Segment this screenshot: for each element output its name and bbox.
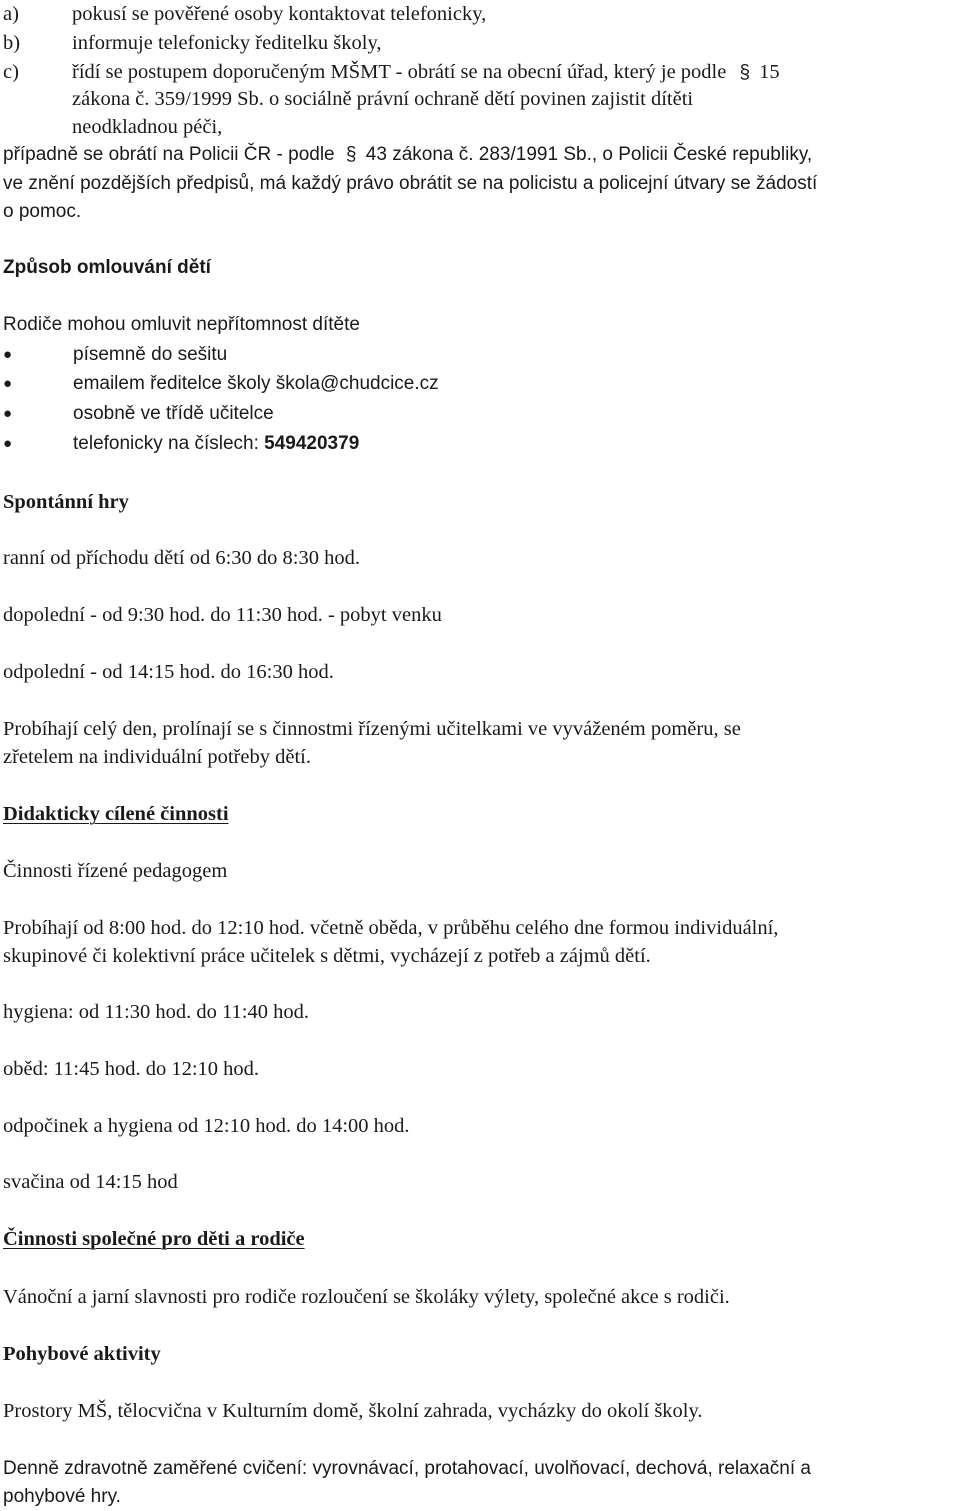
schedule-snack: svačina od 14:15 hod: [3, 1171, 178, 1193]
list-label: c): [3, 61, 19, 83]
section-sign: §: [345, 144, 357, 165]
list-label: b): [3, 32, 21, 54]
police-paragraph-line: o pomoc.: [3, 201, 82, 222]
list-text: pokusí se pověřené osoby kontaktovat telefonicky,: [72, 3, 487, 25]
schedule-morning: ranní od příchodu dětí od 6:30 do 8:30 hod.: [3, 547, 360, 569]
didactic-description: skupinové či kolektivní práce učitelek s dětmi, vycházejí z potřeb a zájmů dětí.: [3, 945, 651, 967]
bullet-icon: ●: [3, 435, 13, 452]
didactic-description: Probíhají od 8:00 hod. do 12:10 hod. včetně oběda, v průběhu celého dne formou individuální,: [3, 917, 779, 939]
section-heading-excuse: Způsob omlouvání dětí: [3, 257, 211, 278]
didactic-subheading: Činnosti řízené pedagogem: [3, 860, 228, 882]
list-text: řídí se postupem doporučeným MŠMT - obrátí se na obecní úřad, který je podle § 15: [72, 61, 780, 83]
list-label: a): [3, 3, 19, 25]
schedule-hygiene: hygiena: od 11:30 hod. do 11:40 hod.: [3, 1001, 309, 1023]
exercise-text: pohybové hry.: [3, 1486, 121, 1507]
exercise-text: Denně zdravotně zaměřené cvičení: vyrovnávací, protahovací, uvolňovací, dechová, relaxační a: [3, 1458, 811, 1479]
police-paragraph-line: ve znění pozdějších předpisů, má každý právo obrátit se na policistu a policejní útvary se žádostí: [3, 173, 818, 194]
schedule-rest: odpočinek a hygiena od 12:10 hod. do 14:00 hod.: [3, 1115, 410, 1137]
bullet-icon: ●: [3, 375, 13, 392]
schedule-afternoon: odpolední - od 14:15 hod. do 16:30 hod.: [3, 661, 334, 683]
bullet-icon: ●: [3, 346, 13, 363]
schedule-forenoon: dopolední - od 9:30 hod. do 11:30 hod. - pobyt venku: [3, 604, 442, 626]
spontaneous-description: zřetelem na individuální potřeby dětí.: [3, 746, 311, 768]
section-heading-joint: Činnosti společné pro děti a rodiče: [3, 1228, 305, 1250]
spontaneous-description: Probíhají celý den, prolínají se s činnostmi řízenými učitelkami ve vyváženém poměru, se: [3, 718, 741, 740]
bullet-icon: ●: [3, 405, 13, 422]
section-heading-didactic: Didakticky cílené činnosti: [3, 803, 229, 825]
list-text-continuation: neodkladnou péči,: [72, 116, 223, 138]
section-heading-spontaneous: Spontánní hry: [3, 491, 129, 513]
schedule-lunch: oběd: 11:45 hod. do 12:10 hod.: [3, 1058, 260, 1080]
section-heading-movement: Pohybové aktivity: [3, 1343, 161, 1365]
list-text: informuje telefonicky ředitelku školy,: [72, 32, 382, 54]
list-text-continuation: zákona č. 359/1999 Sb. o sociálně právní ochraně dětí povinen zajistit dítěti: [72, 88, 694, 110]
excuse-intro: Rodiče mohou omluvit nepřítomnost dítěte: [3, 314, 360, 335]
section-sign: §: [739, 62, 751, 83]
joint-text: Vánoční a jarní slavnosti pro rodiče rozloučení se školáky výlety, společné akce s rodiči.: [3, 1286, 730, 1308]
police-paragraph-line: případně se obrátí na Policii ČR - podle § 43 zákona č. 283/1991 Sb., o Policii České republiky,: [3, 144, 813, 165]
movement-text: Prostory MŠ, tělocvična v Kulturním domě, školní zahrada, vycházky do okolí školy.: [3, 1400, 703, 1422]
phone-number: 549420379: [264, 433, 360, 454]
